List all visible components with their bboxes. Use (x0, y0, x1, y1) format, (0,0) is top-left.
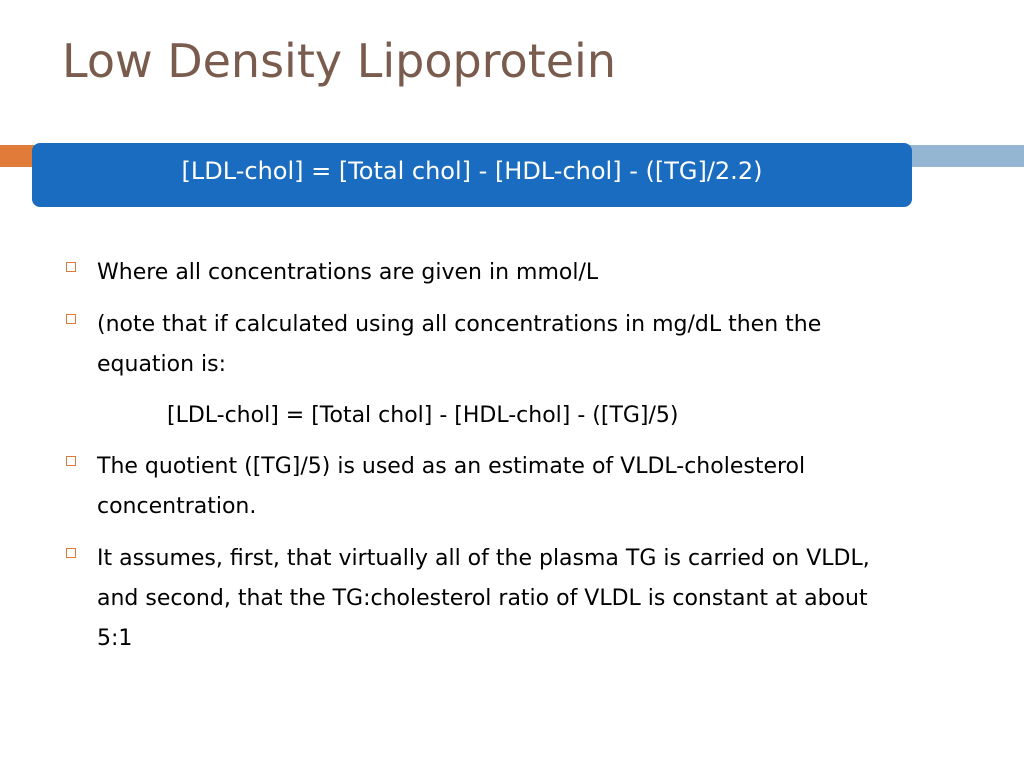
bullet-text: It assumes, first, that virtually all of the plasma TG is carried on VLDL, and second, that the TG:cholesterol ratio of VLDL is constant at about 5:1 (97, 546, 870, 651)
square-bullet-icon (66, 262, 76, 272)
bullet-text: Where all concentrations are given in mmol/L (97, 260, 599, 285)
bullet-text: The quotient ([TG]/5) is used as an estimate of VLDL-cholesterol concentration. (97, 454, 806, 519)
accent-stripe-blue (905, 145, 1024, 167)
slide-title: Low Density Lipoprotein (62, 34, 616, 88)
formula-banner (32, 143, 912, 207)
bullet-text: (note that if calculated using all concentrations in mg/dL then the equation is: (97, 312, 822, 377)
indented-equation: [LDL-chol] = [Total chol] - [HDL-chol] - ([TG]/5) (167, 403, 679, 428)
square-bullet-icon (66, 314, 76, 324)
square-bullet-icon (66, 548, 76, 558)
formula-text: [LDL-chol] = [Total chol] - [HDL-chol] - ([TG]/2.2) (181, 157, 763, 185)
square-bullet-icon (66, 456, 76, 466)
